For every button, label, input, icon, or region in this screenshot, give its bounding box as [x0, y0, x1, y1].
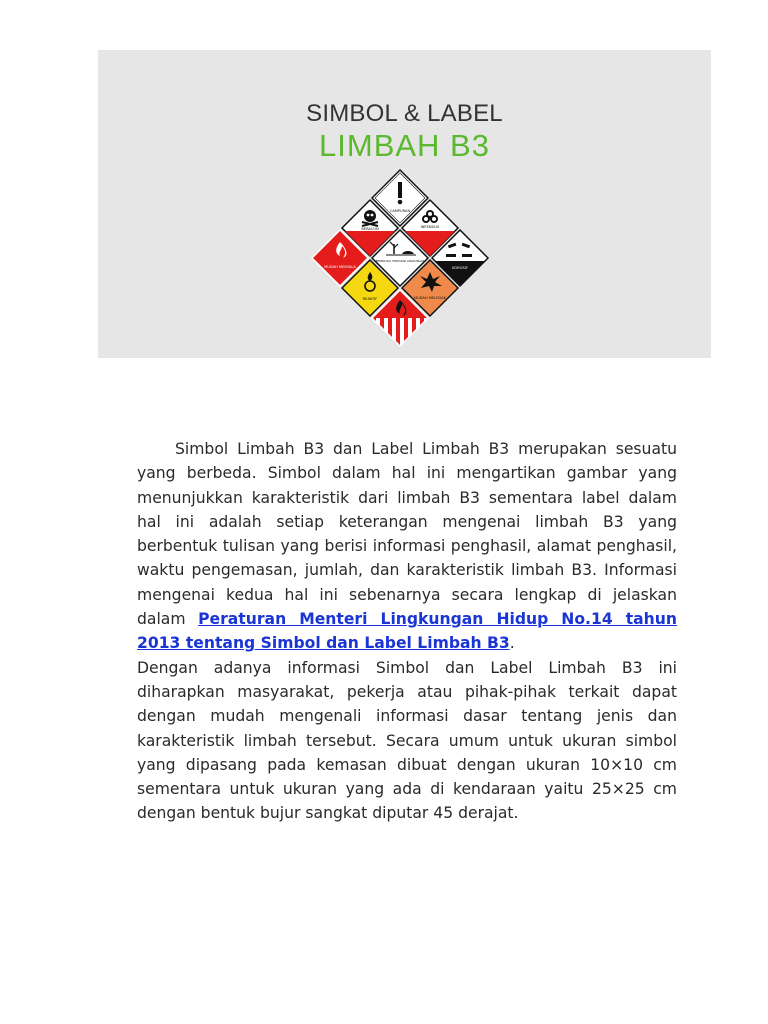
- article-paragraph-1: [137, 437, 677, 656]
- article-body: [137, 437, 677, 826]
- symbol-label-campuran: CAMPURAN: [389, 209, 411, 213]
- paragraph-1-end: .: [509, 634, 515, 653]
- symbol-label-reaktif: REAKTIF: [362, 297, 378, 301]
- regulation-link[interactable]: Peraturan Menteri Lingkungan Hidup No.14 tahun 2013 tentang Simbol dan Label Limbah B3: [137, 610, 677, 653]
- symbol-label-korosif: KOROSIF: [452, 266, 468, 270]
- hazard-symbols-svg: [308, 168, 508, 358]
- hazard-symbols-cluster: [308, 168, 508, 358]
- symbol-label-infeksius: INFEKSIUS: [420, 225, 440, 229]
- symbol-label-lingkungan: BERBAHAYA TERHADAP LINGKUNGAN: [375, 260, 425, 263]
- banner-image: [98, 50, 711, 358]
- banner-title-line2: LIMBAH B3: [319, 128, 490, 163]
- symbol-label-mudah-meledak: MUDAH MELEDAK: [414, 296, 446, 300]
- paragraph-1-text: Simbol Limbah B3 dan Label Limbah B3 merupakan sesuatu yang berbeda. Simbol dalam hal ini mengartikan gambar yang menunjukkan karakteristik dari limbah B3 sementara label dalam hal ini adalah setiap keterangan mengenai limbah B3 yang berbentuk tulisan yang berisi informasi penghasil, alamat penghasil, waktu pengemasan, jumlah, dan karakteristik limbah B3. Informasi mengenai kedua hal ini sebenarnya secara lengkap di jelaskan dalam: [137, 440, 677, 629]
- symbol-label-beracun: BERACUN: [361, 227, 379, 231]
- symbol-label-mudah-menyala: MUDAH MENYALA: [324, 265, 356, 269]
- banner-title-line1: SIMBOL & LABEL: [306, 100, 503, 127]
- article-paragraph-2: Dengan adanya informasi Simbol dan Label Limbah B3 ini diharapkan masyarakat, pekerja atau pihak-pihak terkait dapat dengan mudah mengenali informasi dasar tentang jenis dan karakteristik limbah tersebut. Secara umum untuk ukuran simbol yang dipasang pada kemasan dibuat dengan ukuran 10×10 cm sementara untuk ukuran yang ada di kendaraan yaitu 25×25 cm dengan bentuk bujur sangkat diputar 45 derajat.: [137, 658, 677, 823]
